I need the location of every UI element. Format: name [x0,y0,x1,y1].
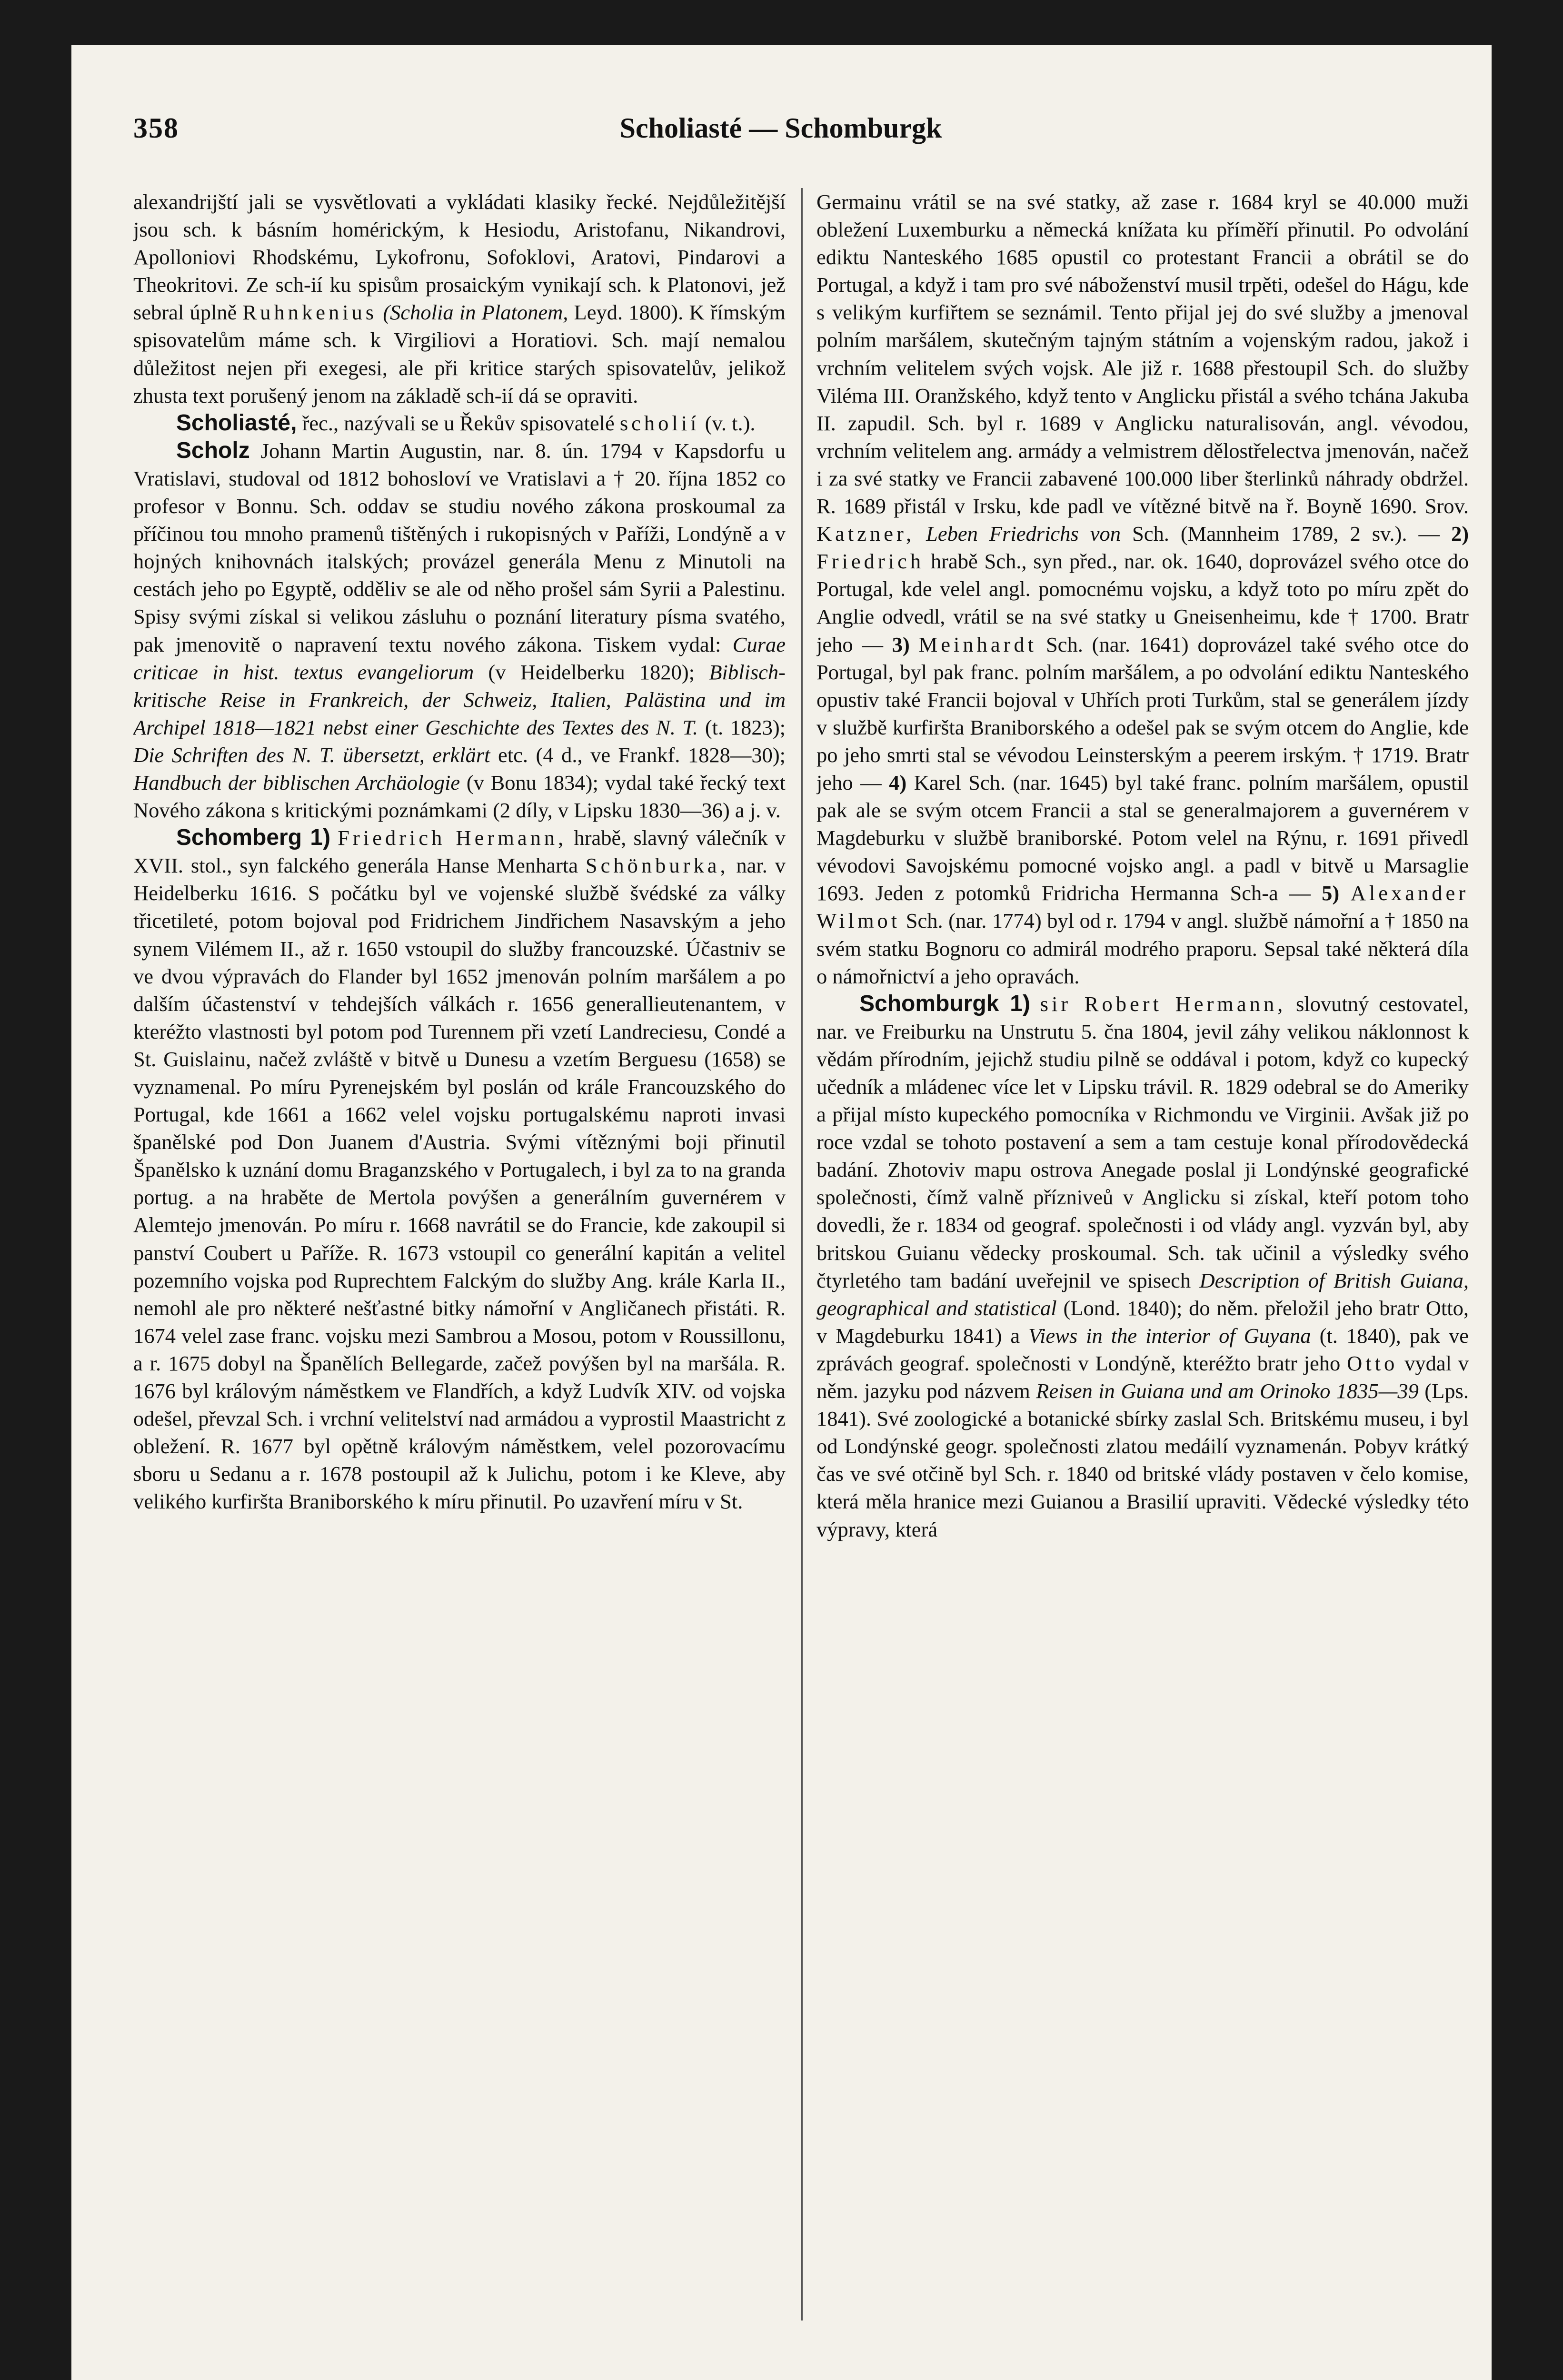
page-number: 358 [133,112,179,144]
entry-scholz: Scholz Johann Martin Augustin, nar. 8. ún. 1794 v Kapsdorfu u Vratislavi, studoval od 1812 bohosloví ve Vratislavi a † 20. října 1852 co profesor v Bonnu. Sch. oddav se studiu nového zákona proskoumal za příčinou tou mnoho pramenů tištěných i rukopisných v Paříži, Londýně a v hojných knihovnách italských; provázel generála Menu z Minutoli na cestách jeho po Egyptě, odděliv se ale od něho prošel sám Syrii a Palestinu. Spisy svými získal si velikou zásluhu o poznání literatury písma svatého, pak jmenovitě o napravení textu nového zákona. Tiskem vydal: Curae criticae in hist. textus evangeliorum (v Heidelberku 1820); Biblisch-kritische Reise in Frankreich, der Schweiz, Italien, Palästina und im Archipel 1818—1821 nebst einer Geschichte des Textes des N. T. (t. 1823); Die Schriften des N. T. übersetzt, erklärt etc. (4 d., ve Frankf. 1828—30); Handbuch der biblischen Archäologie (v Bonu 1834); vydal také řecký text Nového zákona s kritickými poznámkami (2 díly, v Lipsku 1830—36) a j. v. [133,437,786,823]
entry-schomberg: Schomberg 1) Friedrich Hermann, hrabě, slavný válečník v XVII. stol., syn falckého generála Hanse Menharta Schönburka, nar. v Heidelberku 1616. S počátku byl ve vojenské službě švédské za války třicetileté, potom bojoval pod Fridrichem Jindřichem Nasavským a jeho synem Vilémem II., až r. 1650 vstoupil do služby francouzské. Účastniv se ve dvou výpravách do Flander byl 1652 jmenován polním maršálem a po dalším účastenství v tehdejších válkách r. 1656 generallieutenantem, v kteréžto vlastnosti byl potom pod Turennem při vzetí Landreciesu, Condé a St. Guislainu, načež zvláště v bitvě u Dunesu a vzetím Berguesu (1658) se vyznamenal. Po míru Pyrenejském byl poslán od krále Francouzského do Portugal, kde 1661 a 1662 velel vojsku portugalskému naproti invasi španělské pod Don Juanem d'Austria. Svými vítěznými boji přinutil Španělsko k uznání domu Braganzského v Portugalech, i byl za to na granda portug. a na hraběte de Mertola povýšen a generálním guvernérem v Alemtejo jmenován. Po míru r. 1668 navrátil se do Francie, kde zakoupil si panství Coubert u Paříže. R. 1673 vstoupil co generální kapitán a velitel pozemního vojska pod Ruprechtem Falckým do služby Ang. krále Karla II., nemohl ale pro některé nešťastné bitky námořní v Angličanech přistáti. R. 1674 velel zase franc. vojsku mezi Sambrou a Mosou, potom v Roussillonu, a r. 1675 dobyl na Španělích Bellegarde, začež povýšen byl na maršála. R. 1676 byl královým náměstkem ve Flandřích, a když Ludvík XIV. od vojska odešel, převzal Sch. i vrchní velitelství nad armádou a vyprostil Maastricht z obležení. R. 1677 byl opětně královým náměstkem, velel pozorovacímu sboru u Sedanu a r. 1678 postoupil až k Julichu, potom i ke Kleve, aby velikého kurfiršta Braniborského k míru přinutil. Po uzavření míru v St. [133,825,786,1514]
headword: Schomburgk 1) [859,991,1030,1016]
running-title: Scholiasté — Schomburgk [619,112,942,144]
right-column [816,188,1469,2320]
page-header [133,112,1428,155]
headword: Scholz [176,437,250,463]
book-page [71,45,1492,2380]
headword: Schomberg 1) [176,825,331,851]
entry-schomberg-continued: Germainu vrátil se na své statky, až zase r. 1684 kryl se 40.000 muži obležení Luxemburku a německá knížata ku příměří přinutil. Po odvolání ediktu Nanteského 1685 opustil co protestant Francii a obrátil se do Portugal, a když i tam pro své náboženství musil trpěti, odešel do Hágu, kde s velikým kurfiřtem se seznámil. Tento přijal jej do své služby a jmenoval polním maršálem, skutečným tajným státním a vojenským radou, jakož i vrchním velitelem svých vojsk. Ale již r. 1688 přestoupil Sch. do služby Viléma III. Oranžského, když tento v Anglicku přistál a svého tchána Jakuba II. zapudil. Sch. byl r. 1689 v Anglicku naturalisován, angl. vévodou, vrchním velitelem ang. armády a velmistrem dělostřelectva jmenován, načež i za své statky ve Francii zabavené 100.000 liber šterlinků náhrady obdržel. R. 1689 přistál v Irsku, kde padl ve vítězné bitvě na ř. Boyně 1690. Srov. Katzner, Leben Friedrichs von Sch. (Mannheim 1789, 2 sv.). — 2) Friedrich hrabě Sch., syn před., nar. ok. 1640, doprovázel svého otce do Portugal, kde velel angl. pomocnému vojsku, a když toto po míru zpět do Anglie odvedl, vrátil se na své statky u Gneisenheimu, kde † 1700. Bratr jeho — 3) Meinhardt Sch. (nar. 1641) doprovázel také svého otce do Portugal, byl pak franc. polním maršálem, a po odvolání ediktu Nanteského opustiv také Francii bojoval v Uhřích proti Turkům, stal se generálem jízdy v službě kurfiršta Braniborského a odešel pak se svým otcem do Anglie, kde po jeho smrti stal se vévodou Leinsterským a peerem irským. † 1719. Bratr jeho — 4) Karel Sch. (nar. 1645) byl také franc. polním maršálem, opustil pak ale se svým otcem Francii a stal se generalmajorem a guvernérem v Magdeburku v službě braniborské. Potom velel na Rýnu, r. 1691 přivedl vévodovi Savojskému pomocné vojsko angl. a padl v bitvě u Marsaglie 1693. Jeden z potomků Fridricha Hermanna Sch-a — 5) Alexander Wilmot Sch. (nar. 1774) byl od r. 1794 v angl. službě námořní a † 1850 na svém statku Bognoru co admirál modrého praporu. Sepsal také některá díla o námořnictví a jeho opravách. [816,190,1469,988]
entry-scholia-continued: alexandrijští jali se vysvětlovati a vykládati klasiky řecké. Nejdůležitější jsou sch. k básním homérickým, k Hesiodu, Aristofanu, Nikandrovi, Apolloniovi Rhodskému, Lykofronu, Sofoklovi, Aratovi, Pindarovi a Theokritovi. Ze sch-ií ku spisům prosaickým vynikají sch. k Platonovi, jež sebral úplně Ruhnkenius (Scholia in Platonem, Leyd. 1800). K římským spisovatelům máme sch. k Virgiliovi a Horatiovi. Sch. mají nemalou důležitost nejen při exegesi, ale při kritice starých spisovatelův, jelikož zhusta text porušený jenom na základě sch-ií dá se opraviti. [133,190,786,407]
column-divider [801,188,803,2320]
left-column [133,188,786,2320]
headword: Scholiasté, [176,410,297,436]
entry-scholiaste: Scholiasté, řec., nazývali se u Řekův spisovatelé scholií (v. t.). [176,410,756,436]
entry-schomburgk: Schomburgk 1) sir Robert Hermann, slovutný cestovatel, nar. ve Freiburku na Unstrutu 5. čna 1804, jevil záhy velikou náklonnost k vědám přírodním, jejichž studiu pilně se oddával i potom, když co kupecký učedník a mládenec více let v Lipsku trávil. R. 1829 odebral se do Ameriky a přijal místo kupeckého pomocníka v Richmondu ve Virginii. Avšak již po roce vzdal se tohoto postavení a sem a tam cestuje konal přírodovědecká badání. Zhotoviv mapu ostrova Anegade poslal ji Londýnské geografické společnosti, čímž valně přízniveů v Anglicku si získal, kteří potom toho dovedli, že r. 1834 od geograf. společnosti i od vlády angl. vyzván byl, aby britskou Guianu vědecky proskoumal. Sch. tak učinil a výsledky svého čtyrletého tam badání uveřejnil ve spisech Description of British Guiana, geographical and statistical (Lond. 1840); do něm. přeložil jeho bratr Otto, v Magdeburku 1841) a Views in the interior of Guyana (t. 1840), pak ve zprávách geograf. společnosti v Londýně, kteréžto bratr jeho Otto vydal v něm. jazyku pod názvem Reisen in Guiana und am Orinoko 1835—39 (Lps. 1841). Své zoologické a botanické sbírky zaslal Sch. Britskému museu, i byl od Londýnské geogr. společnosti zlatou medáilí vyznamenán. Pobyv krátký čas ve své otčině byl Sch. r. 1840 od britské vlády postaven v čelo komise, která měla hranice mezi Guianou a Brasilií upraviti. Vědecké výsledky této výpravy, která [816,991,1469,1541]
